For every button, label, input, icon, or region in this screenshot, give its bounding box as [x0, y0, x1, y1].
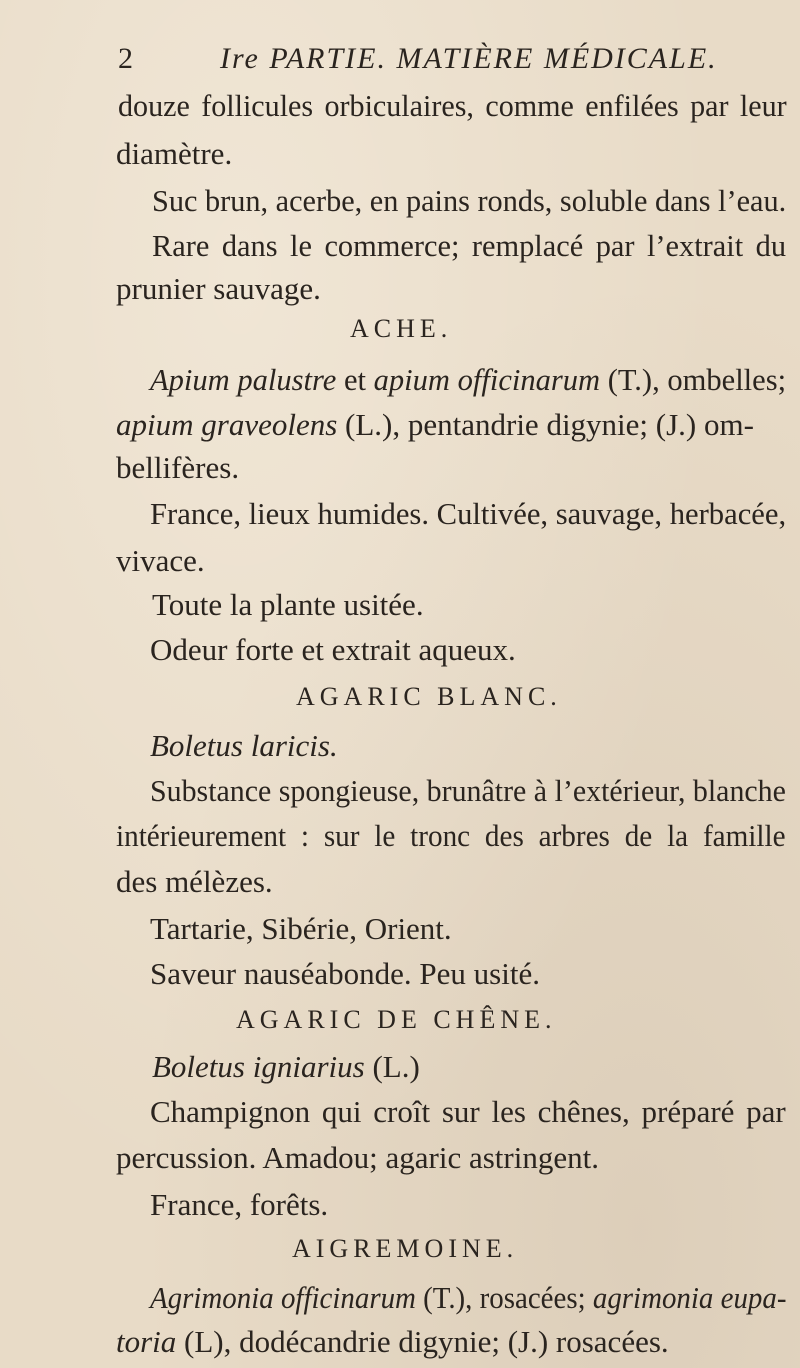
- text-fragment: (T.), rosacées;: [415, 1280, 593, 1315]
- latin-name: Boletus igniarius: [152, 1049, 365, 1084]
- latin-name: toria: [116, 1324, 177, 1359]
- text-line: France, lieux humides. Cultivée, sauvage, herbacée,: [150, 496, 787, 531]
- text-fragment: (L.), pentandrie digynie; (J.) om-: [337, 407, 754, 442]
- page-number: 2: [118, 42, 134, 75]
- latin-name: apium graveolens: [116, 407, 338, 442]
- text-line: douze follicules orbiculaires, comme enfilées par leur: [118, 88, 787, 123]
- text-line: Champignon qui croît sur les chênes, préparé par: [150, 1094, 786, 1129]
- text-fragment: (L), dodécandrie digynie; (J.) rosacées.: [176, 1324, 669, 1359]
- text-line: Toute la plante usitée.: [152, 587, 424, 622]
- latin-name: agrimonia eupa-: [592, 1280, 787, 1315]
- text-line: Substance spongieuse, brunâtre à l’extérieur, blanche: [150, 773, 786, 808]
- text-line: vivace.: [116, 543, 205, 578]
- latin-name: Agrimonia officinarum: [150, 1280, 416, 1315]
- section-heading: AGARIC DE CHÊNE.: [236, 1005, 557, 1034]
- text-line: percussion. Amadou; agaric astringent.: [116, 1140, 599, 1175]
- text-fragment: (T.), ombelles;: [600, 362, 787, 397]
- text-line: diamètre.: [116, 136, 233, 171]
- text-line: des mélèzes.: [116, 864, 273, 899]
- text-line: [150, 1282, 786, 1313]
- text-line: [116, 409, 754, 440]
- text-line: Rare dans le commerce; remplacé par l’extrait du: [152, 228, 787, 263]
- latin-name: Apium palustre: [150, 362, 337, 397]
- section-heading: ACHE.: [350, 314, 453, 343]
- text-line: prunier sauvage.: [116, 271, 321, 306]
- text-fragment: et: [336, 362, 374, 397]
- running-header: [118, 44, 718, 74]
- text-line: bellifères.: [116, 450, 240, 485]
- text-line: France, forêts.: [150, 1187, 329, 1222]
- text-line: Odeur forte et extrait aqueux.: [150, 632, 516, 667]
- text-fragment: (L.): [364, 1049, 420, 1084]
- text-line: [150, 364, 786, 395]
- latin-name: Boletus laricis.: [150, 728, 338, 763]
- text-line: Saveur nauséabonde. Peu usité.: [150, 956, 540, 991]
- text-line: Suc brun, acerbe, en pains ronds, soluble dans l’eau.: [152, 183, 787, 218]
- text-line: Tartarie, Sibérie, Orient.: [150, 911, 452, 946]
- latin-name: apium officinarum: [373, 362, 601, 397]
- text-line: intérieurement : sur le tronc des arbres de la famille: [116, 818, 786, 853]
- section-heading: AIGREMOINE.: [292, 1234, 519, 1263]
- text-line: [116, 1326, 669, 1357]
- text-line: [152, 1051, 420, 1082]
- running-title: Ire PARTIE. MATIÈRE MÉDICALE.: [220, 42, 718, 75]
- section-heading: AGARIC BLANC.: [296, 682, 562, 711]
